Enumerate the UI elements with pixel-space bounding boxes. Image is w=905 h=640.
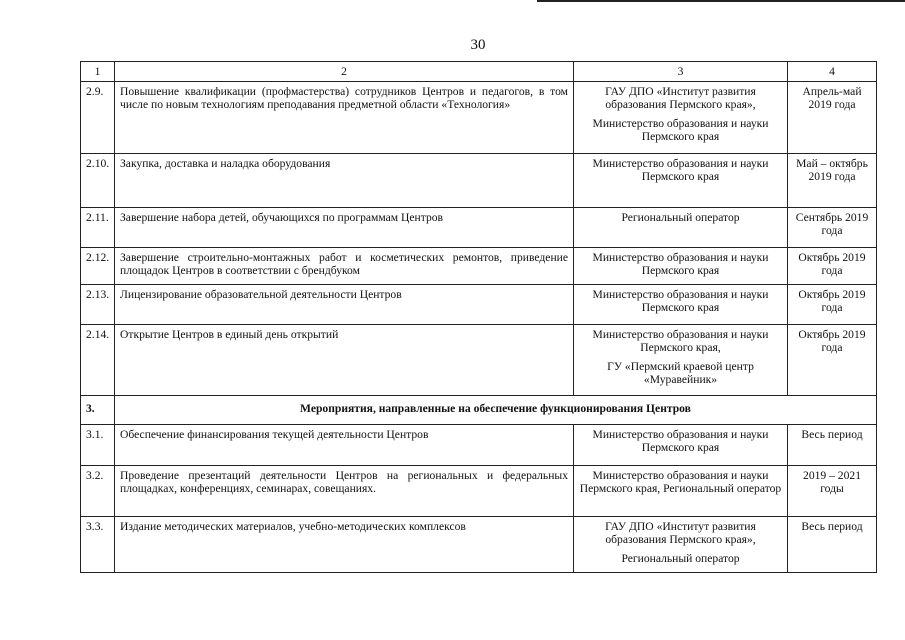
- column-header: 3: [574, 62, 788, 82]
- responsible-cell: [574, 517, 788, 573]
- task-text: Издание методических материалов, учебно-методических комплексов: [115, 517, 574, 573]
- table-header-row: [81, 62, 877, 82]
- table-row: [81, 285, 877, 325]
- table-row: [81, 517, 877, 573]
- responsible-org: Региональный оператор: [621, 211, 740, 224]
- term-text: Октябрь 2019 года: [788, 248, 877, 285]
- column-header: 2: [115, 62, 574, 82]
- table-row: [81, 325, 877, 396]
- task-text: Проведение презентаций деятельности Центров на региональных и федеральных площадках, конференциях, семинарах, совещаниях.: [115, 466, 574, 517]
- responsible-cell: [574, 248, 788, 285]
- task-text: Обеспечение финансирования текущей деятельности Центров: [115, 425, 574, 466]
- task-text: Завершение набора детей, обучающихся по программам Центров: [115, 208, 574, 248]
- responsible-cell: [574, 466, 788, 517]
- task-text: Открытие Центров в единый день открытий: [115, 325, 574, 396]
- term-text: Май – октябрь 2019 года: [788, 154, 877, 208]
- section-row: [81, 396, 877, 425]
- responsible-org: ГУ «Пермский краевой центр «Муравейник»: [607, 360, 754, 386]
- responsible-cell: [574, 154, 788, 208]
- responsible-cell: [574, 285, 788, 325]
- responsible-org: Министерство образования и науки Пермского края: [592, 251, 769, 277]
- table-row: [81, 82, 877, 154]
- responsible-org: Министерство образования и науки Пермского края: [592, 157, 769, 183]
- activity-plan-table: [80, 61, 877, 573]
- responsible-org: ГАУ ДПО «Институт развития образования Пермского края»,: [605, 85, 756, 111]
- table-row: [81, 425, 877, 466]
- responsible-org: ГАУ ДПО «Институт развития образования Пермского края»,: [605, 520, 756, 546]
- table-row: [81, 466, 877, 517]
- task-text: Завершение строительно-монтажных работ и косметических ремонтов, приведение площадок Центров в соответствии с брендбуком: [115, 248, 574, 285]
- item-number: 3.3.: [81, 517, 115, 573]
- term-text: Октябрь 2019 года: [788, 285, 877, 325]
- responsible-org: Министерство образования и науки Пермского края, Региональный оператор: [579, 469, 782, 495]
- column-header: 4: [788, 62, 877, 82]
- responsible-org: Министерство образования и науки Пермского края: [592, 288, 769, 314]
- table-row: [81, 248, 877, 285]
- term-text: Сентябрь 2019 года: [788, 208, 877, 248]
- responsible-cell: [574, 325, 788, 396]
- term-text: 2019 – 2021 годы: [788, 466, 877, 517]
- term-text: Весь период: [788, 517, 877, 573]
- responsible-org: Министерство образования и науки Пермского края,: [592, 328, 769, 354]
- top-rule: [537, 0, 905, 2]
- responsible-cell: [574, 425, 788, 466]
- table-row: [81, 154, 877, 208]
- item-number: 2.12.: [81, 248, 115, 285]
- term-text: Весь период: [788, 425, 877, 466]
- term-text: Апрель-май 2019 года: [788, 82, 877, 154]
- item-number: 2.9.: [81, 82, 115, 154]
- item-number: 2.14.: [81, 325, 115, 396]
- column-header: 1: [81, 62, 115, 82]
- item-number: 2.10.: [81, 154, 115, 208]
- page-number: 30: [470, 37, 486, 53]
- task-text: Закупка, доставка и наладка оборудования: [115, 154, 574, 208]
- responsible-org: Министерство образования и науки Пермского края: [592, 428, 769, 454]
- item-number: 2.13.: [81, 285, 115, 325]
- section-title: Мероприятия, направленные на обеспечение функционирования Центров: [115, 396, 877, 425]
- task-text: Лицензирование образовательной деятельности Центров: [115, 285, 574, 325]
- table-row: [81, 208, 877, 248]
- item-number: 2.11.: [81, 208, 115, 248]
- section-number: 3.: [81, 396, 115, 425]
- responsible-cell: [574, 82, 788, 154]
- responsible-org: Министерство образования и науки Пермского края: [592, 117, 769, 143]
- item-number: 3.1.: [81, 425, 115, 466]
- responsible-cell: [574, 208, 788, 248]
- term-text: Октябрь 2019 года: [788, 325, 877, 396]
- responsible-org: Региональный оператор: [621, 552, 740, 565]
- item-number: 3.2.: [81, 466, 115, 517]
- task-text: Повышение квалификации (профмастерства) сотрудников Центров и педагогов, в том числе по новым технологиям преподавания предметной области «Технология»: [115, 82, 574, 154]
